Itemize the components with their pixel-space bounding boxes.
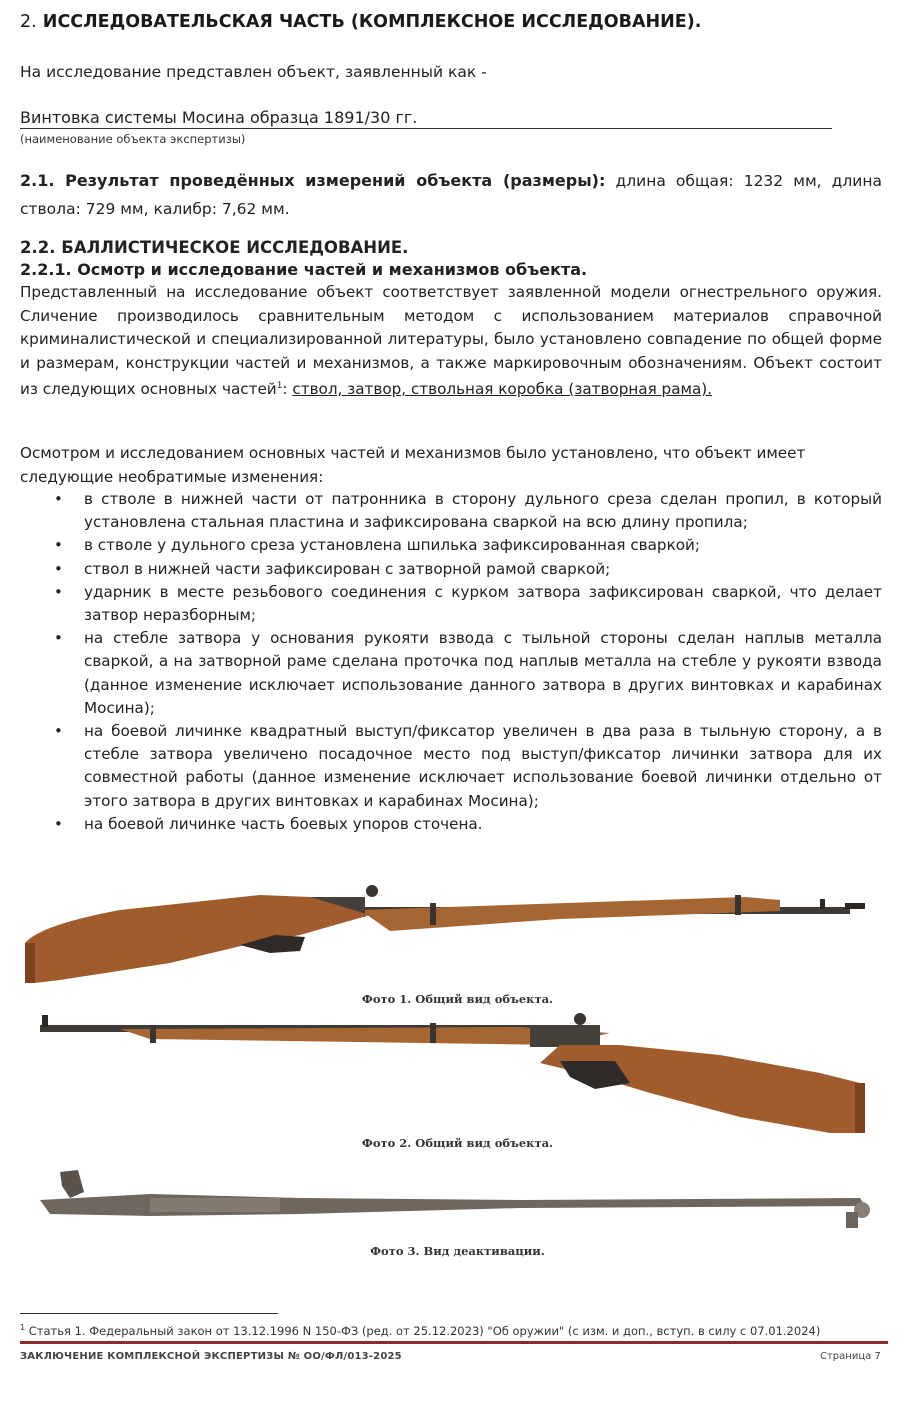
photo-2-caption: Фото 2. Общий вид объекта. <box>361 1136 554 1150</box>
list-item <box>20 581 882 627</box>
bullet: • <box>54 536 63 555</box>
measurements-heading: 2.1. Результат проведённых измерений объекта (размеры): <box>20 171 606 190</box>
footer-document-title: ЗАКЛЮЧЕНИЕ КОМПЛЕКСНОЙ ЭКСПЕРТИЗЫ № ОО/ФЛ/013-2025 <box>20 1351 402 1362</box>
rifle-photo-2 <box>0 1005 915 1135</box>
list-item-text: на боевой личинке квадратный выступ/фиксатор увеличен в два раза в тыльную сторону, а в стебле затвора увеличено посадочное место под выступ/фиксатор личинки затвора для их совместной работы (данное изменение исключает использование боевой личинки отдельно от этого затвора в других винтовках и карабинах Мосина); <box>84 722 882 810</box>
parts-paragraph-text: Представленный на исследование объект соответствует заявленной модели огнестрельного оружия. Сличение производилось сравнительным методом с использованием материалов справочной криминалистической и специализированной литературы, было установлено совпадение по общей форме и размерам, конструкции частей и механизмов, а также маркировочным обозначениям. Объект состоит из следующих основных частей <box>20 283 882 399</box>
bullet: • <box>54 814 63 833</box>
footnote-divider <box>20 1313 278 1314</box>
changes-intro: Осмотром и исследованием основных частей и механизмов было установлено, что объект имеет следующие необратимые изменения: <box>20 444 806 486</box>
photo-3-caption: Фото 3. Вид деактивации. <box>370 1244 545 1258</box>
barrel-receiver-image <box>40 1170 870 1228</box>
intro-text: На исследование представлен объект, заявленный как - <box>20 63 487 81</box>
list-item <box>20 558 882 581</box>
rifle-image <box>25 885 865 983</box>
measurements-paragraph <box>20 167 882 223</box>
deactivation-photo <box>0 1162 915 1242</box>
bullet: • <box>54 629 63 648</box>
list-item-text: в стволе у дульного среза установлена шпилька зафиксированная сваркой; <box>84 536 701 555</box>
colon: : <box>282 380 293 399</box>
footnote-mark: 1 <box>20 1323 26 1332</box>
section-title: ИССЛЕДОВАТЕЛЬСКАЯ ЧАСТЬ (КОМПЛЕКСНОЕ ИССЛЕДОВАНИЕ). <box>42 12 702 32</box>
changes-list <box>20 488 882 836</box>
list-item <box>20 488 882 534</box>
list-item-text: в стволе в нижней части от патронника в сторону дульного среза сделан пропил, в который установлена стальная пластина и зафиксирована сваркой на всю длину пропила; <box>84 490 882 532</box>
ballistic-subheading: 2.2.1. Осмотр и исследование частей и механизмов объекта. <box>20 260 588 279</box>
list-item-text: ствол в нижней части зафиксирован с затворной рамой сваркой; <box>84 559 611 578</box>
footnote-text: Статья 1. Федеральный закон от 13.12.1996 N 150-ФЗ (ред. от 25.12.2023) "Об оружии" (с изм. и доп., вступ. в силу с 07.01.2024) <box>25 1323 821 1338</box>
page-number: Страница 7 <box>820 1351 881 1362</box>
measurements-text: длина общая: 1232 мм, длина ствола: 729 мм, калибр: 7,62 мм. <box>20 172 882 218</box>
footer-rule <box>20 1341 888 1344</box>
bullet: • <box>54 582 63 601</box>
parts-list: ствол, затвор, ствольная коробка (затворная рама). <box>292 380 713 399</box>
photo-1-caption: Фото 1. Общий вид объекта. <box>361 992 554 1006</box>
list-item-text: ударник в месте резьбового соединения с курком затвора зафиксирован сваркой, что делает затвор неразборным; <box>84 582 882 625</box>
section-number: 2. <box>20 12 37 32</box>
object-name: Винтовка системы Мосина образца 1891/30 гг. <box>20 108 832 129</box>
parts-paragraph <box>20 281 882 402</box>
list-item-text: на стебле затвора у основания рукояти взвода с тыльной стороны сделан наплыв металла сваркой, а на затворной раме сделана проточка под наплыв металла на стебле у рукояти взвода (данное изменение исключает использование данного затвора в других винтовках и карабинах Мосина); <box>84 629 882 717</box>
list-item <box>20 534 882 557</box>
footnote-reference: 1 <box>276 381 283 391</box>
list-item <box>20 627 882 720</box>
rifle-image <box>40 1013 865 1133</box>
rifle-photo-1 <box>0 855 915 990</box>
list-item <box>20 720 882 813</box>
bullet: • <box>54 490 63 508</box>
bullet: • <box>54 559 63 578</box>
list-item-text: на боевой личинке часть боевых упоров сточена. <box>84 814 483 833</box>
section-heading <box>20 12 701 32</box>
list-item <box>20 813 882 836</box>
object-caption: (наименование объекта экспертизы) <box>20 132 246 146</box>
ballistic-heading: 2.2. БАЛЛИСТИЧЕСКОЕ ИССЛЕДОВАНИЕ. <box>20 238 409 257</box>
bullet: • <box>54 722 63 741</box>
footnote <box>20 1323 820 1338</box>
